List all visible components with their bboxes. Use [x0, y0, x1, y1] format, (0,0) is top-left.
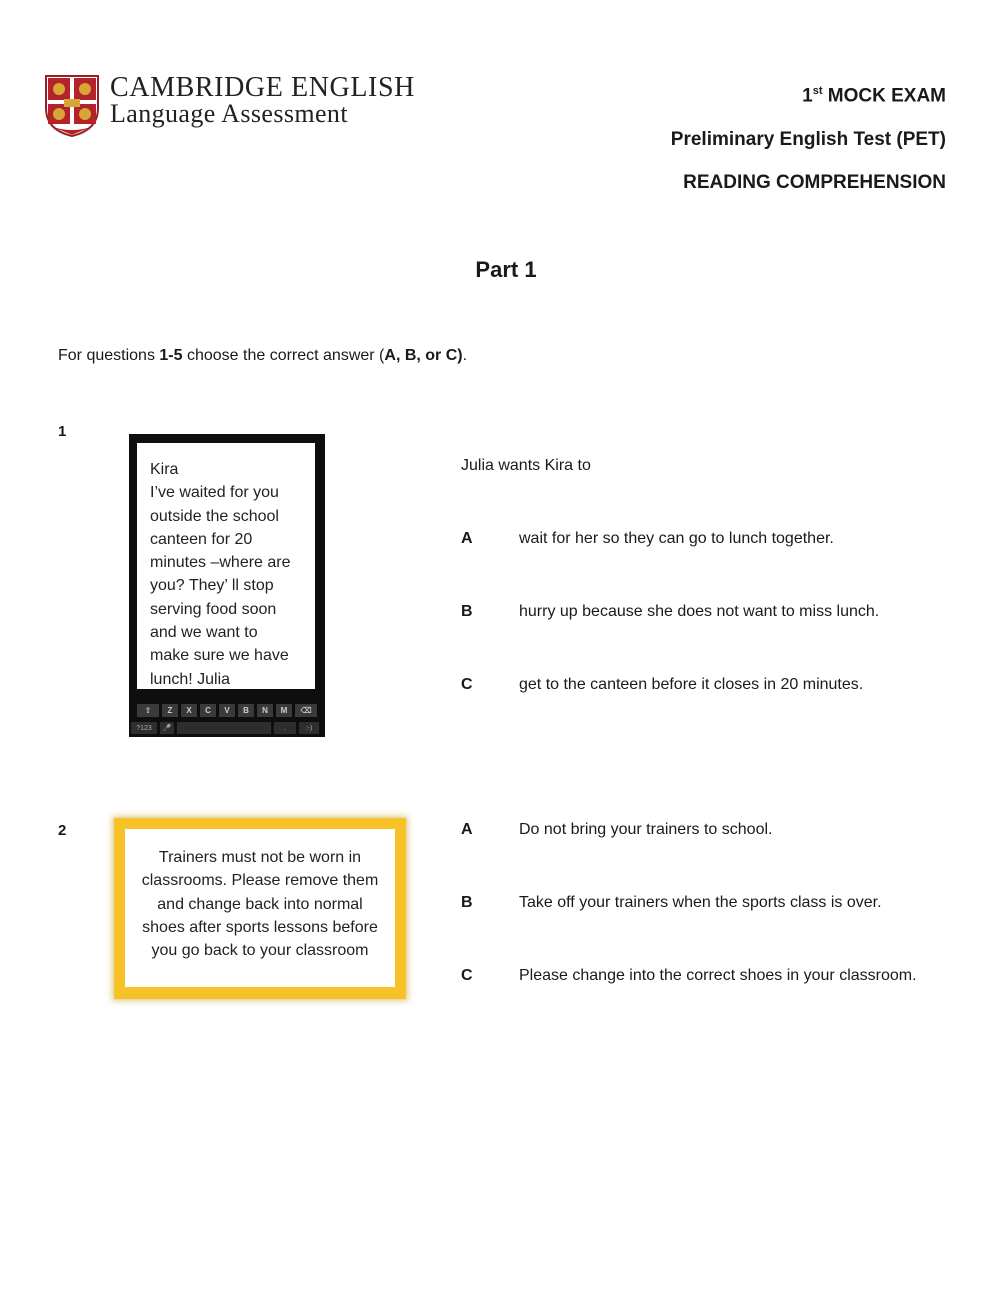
- space-key: [177, 722, 271, 734]
- question-number: 2: [58, 822, 67, 839]
- keyboard-key: C: [200, 704, 216, 717]
- message-line: make sure we have: [150, 647, 289, 665]
- keyboard-key: X: [181, 704, 197, 717]
- message-line: canteen for 20: [150, 530, 253, 548]
- message-line: and we want to: [150, 624, 258, 642]
- instructions-range: 1-5: [159, 347, 183, 364]
- microphone-icon: 🎤: [160, 722, 174, 734]
- keyboard-row: [129, 704, 325, 720]
- option-letter: B: [461, 894, 473, 911]
- option-text[interactable]: Please change into the correct shoes in your classroom.: [519, 967, 917, 984]
- option-text[interactable]: wait for her so they can go to lunch together.: [519, 530, 834, 547]
- instructions-pre: For questions: [58, 347, 160, 364]
- emoji-key: :-): [299, 722, 319, 734]
- brand-line-2: Language Assessment: [110, 99, 348, 128]
- option-letter: A: [461, 821, 473, 838]
- exam-title: [802, 85, 946, 107]
- message-line: serving food soon: [150, 600, 277, 618]
- cambridge-shield-icon: [44, 74, 100, 138]
- notice-line: and change back into normal: [157, 895, 363, 913]
- message-line: I’ve waited for you: [150, 484, 279, 502]
- message-line: you? They’ ll stop: [150, 577, 274, 595]
- instructions-mid: choose the correct answer (: [182, 347, 385, 364]
- notice-panel: [125, 829, 395, 987]
- notice-text: [131, 846, 389, 962]
- option-text[interactable]: hurry up because she does not want to miss lunch.: [519, 603, 880, 620]
- notice-sign: [114, 818, 406, 999]
- option-letter: C: [461, 676, 473, 693]
- option-text[interactable]: get to the canteen before it closes in 20 minutes.: [519, 676, 864, 693]
- keyboard-key: Z: [162, 704, 178, 717]
- keyboard-row: [129, 722, 327, 736]
- message-line: outside the school: [150, 507, 279, 525]
- phone-screen: [137, 443, 315, 689]
- exam-number: 1: [802, 85, 813, 107]
- shift-key: ⇧: [137, 704, 159, 717]
- part-title: Part 1: [475, 257, 537, 282]
- brand-line-1: CAMBRIDGE ENGLISH: [110, 72, 415, 103]
- notice-line: classrooms. Please remove them: [141, 872, 379, 890]
- notice-line: Trainers must not be worn in: [158, 849, 362, 866]
- question-number: 1: [58, 423, 67, 440]
- text-message: [150, 458, 310, 691]
- instructions-choices: A, B, or C): [384, 347, 463, 364]
- exam-label: MOCK EXAM: [822, 85, 946, 107]
- exam-number-suffix: st: [812, 85, 823, 97]
- notice-line: shoes after sports lessons before: [142, 918, 378, 936]
- period-key: .: [274, 722, 296, 734]
- message-line: Kira: [150, 461, 179, 478]
- instructions-post: .: [462, 347, 468, 364]
- option-text[interactable]: Take off your trainers when the sports class is over.: [519, 894, 882, 911]
- message-line: minutes –where are: [150, 554, 291, 572]
- symbols-key: ?123: [131, 722, 157, 734]
- keyboard-key: B: [238, 704, 254, 717]
- option-letter: A: [461, 530, 473, 547]
- keyboard-key: M: [276, 704, 292, 717]
- notice-line: you go back to your classroom: [151, 942, 369, 960]
- keyboard-key: V: [219, 704, 235, 717]
- instructions: [58, 347, 467, 365]
- question-prompt: Julia wants Kira to: [461, 457, 591, 474]
- message-line: lunch! Julia: [150, 670, 231, 688]
- section-title: READING COMPREHENSION: [683, 172, 946, 193]
- option-letter: C: [461, 967, 473, 984]
- option-text[interactable]: Do not bring your trainers to school.: [519, 821, 773, 838]
- option-letter: B: [461, 603, 473, 620]
- keyboard-key: N: [257, 704, 273, 717]
- test-name: Preliminary English Test (PET): [670, 129, 946, 150]
- phone-message: [129, 434, 325, 737]
- backspace-key: ⌫: [295, 704, 317, 717]
